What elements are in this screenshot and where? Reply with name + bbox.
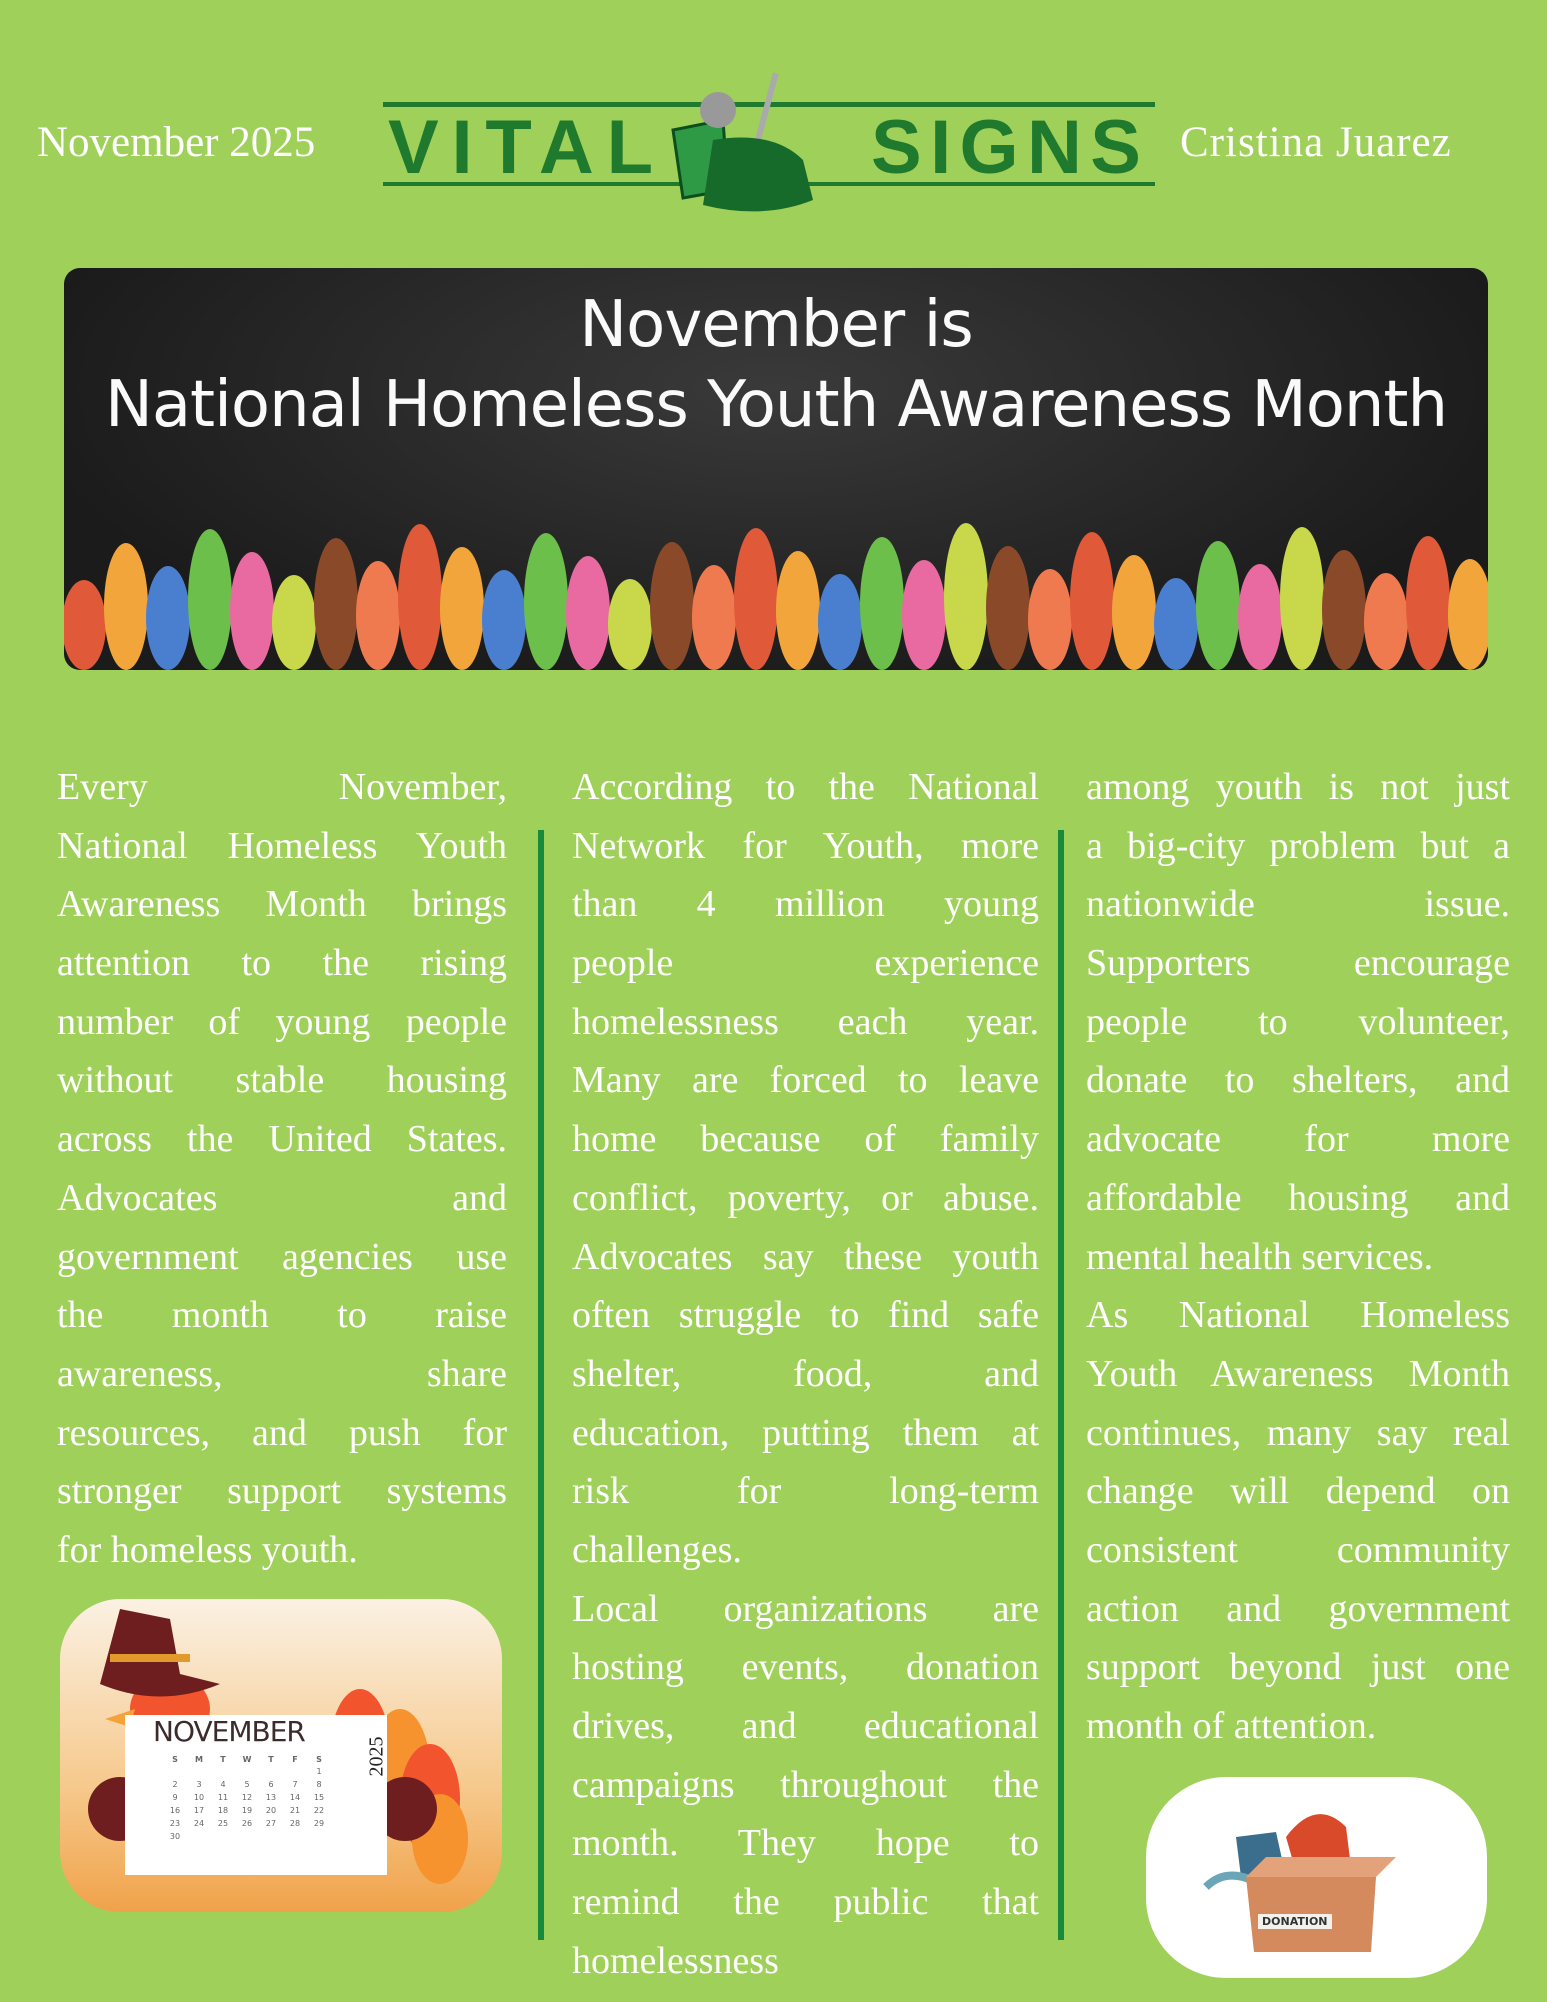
hand-shape xyxy=(440,547,484,670)
hand-shape xyxy=(356,561,400,670)
calendar-day xyxy=(163,1767,187,1777)
hand-shape xyxy=(944,523,988,670)
calendar-day: 30 xyxy=(169,1832,181,1841)
article-text-line: month. They hope to xyxy=(572,1822,1039,1865)
calendar-day: 28 xyxy=(289,1819,301,1828)
article-text-line: According to the National xyxy=(572,766,1039,808)
awareness-banner xyxy=(64,268,1488,670)
hand-shape xyxy=(1154,578,1198,670)
column-divider xyxy=(1058,830,1064,1940)
hand-shape xyxy=(650,542,694,670)
article-text-line: Supporters encourage xyxy=(1086,942,1510,985)
raised-hands-illustration xyxy=(64,470,1488,670)
article-text-line: shelter, food, and xyxy=(572,1352,1039,1395)
article-text-line: month of attention. xyxy=(1086,1705,1377,1747)
calendar-day: 1 xyxy=(316,1767,322,1776)
article-text-line: Advocates say these youth xyxy=(572,1235,1039,1278)
hand-shape xyxy=(1364,573,1408,670)
hand-shape xyxy=(1322,550,1366,670)
hand-shape xyxy=(230,552,274,670)
article-text-line: challenges. xyxy=(572,1528,742,1571)
hand-shape xyxy=(482,570,526,670)
article-text-line: Advocates and xyxy=(57,1176,507,1219)
calendar-day: 5 xyxy=(244,1780,250,1789)
article-text-line: Awareness Month brings xyxy=(57,883,507,926)
calendar-day: 13 xyxy=(265,1793,277,1802)
article-text-line: support beyond just one xyxy=(1086,1646,1510,1689)
article-text-line: Every November, xyxy=(57,766,507,808)
hand-shape xyxy=(608,579,652,670)
calendar-day: 9 xyxy=(172,1793,178,1802)
hand-shape xyxy=(1238,564,1282,670)
banner-line-2: National Homeless Youth Awareness Month xyxy=(104,368,1448,442)
calendar-day: 11 xyxy=(217,1793,229,1802)
calendar-day: 23 xyxy=(169,1819,181,1828)
hand-shape xyxy=(734,528,778,670)
hand-shape xyxy=(1028,569,1072,670)
article-text-line: conflict, poverty, or abuse. xyxy=(572,1176,1039,1219)
hand-shape xyxy=(1070,532,1114,670)
hand-shape xyxy=(902,560,946,670)
article-text-line: nationwide issue. xyxy=(1086,883,1510,926)
november-calendar xyxy=(125,1715,387,1875)
hand-shape xyxy=(818,574,862,670)
calendar-day xyxy=(259,1767,283,1777)
calendar-day: 18 xyxy=(217,1806,229,1815)
calendar-day: 22 xyxy=(313,1806,325,1815)
article-text-line: people experience xyxy=(572,942,1039,985)
article-text-line: the month to raise xyxy=(57,1294,507,1337)
hand-shape xyxy=(692,565,736,670)
hand-shape xyxy=(188,529,232,670)
donation-box-image xyxy=(1146,1777,1487,1978)
article-column-3 xyxy=(1086,758,1510,1756)
calendar-day xyxy=(211,1767,235,1777)
article-text-line: people to volunteer, xyxy=(1086,1000,1510,1043)
article-text-line: advocate for more xyxy=(1086,1118,1510,1161)
calendar-day xyxy=(235,1767,259,1777)
article-text-line: donate to shelters, and xyxy=(1086,1059,1510,1102)
svg-text:VITAL: VITAL xyxy=(388,105,653,190)
article-text-line: than 4 million young xyxy=(572,883,1039,926)
vital-signs-logo xyxy=(383,70,1155,212)
hand-shape xyxy=(566,556,610,670)
article-text-line: often struggle to find safe xyxy=(572,1294,1039,1337)
hand-shape xyxy=(1448,559,1488,670)
article-column-2 xyxy=(572,758,1039,1990)
calendar-day xyxy=(187,1767,211,1777)
article-text-line: hosting events, donation xyxy=(572,1646,1039,1689)
turkey-calendar-image xyxy=(60,1599,502,1912)
article-text-line: campaigns throughout the xyxy=(572,1763,1039,1806)
issue-date: November 2025 xyxy=(37,119,316,166)
article-text-line: a big-city problem but a xyxy=(1086,824,1510,867)
article-text-line: affordable housing and xyxy=(1086,1176,1510,1219)
calendar-weekday: W xyxy=(242,1755,252,1764)
calendar-weekday: M xyxy=(195,1755,203,1764)
hand-shape xyxy=(1406,536,1450,670)
calendar-day: 12 xyxy=(241,1793,253,1802)
article-text-line: Many are forced to leave xyxy=(572,1059,1039,1102)
banner-line-1: November is xyxy=(579,288,973,362)
article-text-line: National Homeless Youth xyxy=(57,824,507,867)
calendar-day: 8 xyxy=(316,1780,322,1789)
hand-shape xyxy=(860,537,904,670)
calendar-day: 7 xyxy=(292,1780,298,1789)
article-text-line: attention to the rising xyxy=(57,942,507,985)
hand-shape xyxy=(272,575,316,670)
hand-shape xyxy=(146,566,190,670)
article-text-line: remind the public that xyxy=(572,1881,1039,1924)
calendar-weekday: T xyxy=(268,1755,274,1764)
article-text-line: number of young people xyxy=(57,1000,507,1043)
calendar-day: 17 xyxy=(193,1806,205,1815)
article-text-line: continues, many say real xyxy=(1086,1411,1510,1454)
calendar-day: 2 xyxy=(172,1780,178,1789)
calendar-weekday: S xyxy=(316,1755,322,1764)
calendar-day: 24 xyxy=(193,1819,205,1828)
article-text-line: action and government xyxy=(1086,1587,1510,1630)
calendar-day: 21 xyxy=(289,1806,301,1815)
calendar-day: 27 xyxy=(265,1819,277,1828)
calendar-day: 29 xyxy=(313,1819,325,1828)
author-name: Cristina Juarez xyxy=(1180,119,1452,166)
article-text-line: Youth Awareness Month xyxy=(1086,1352,1510,1395)
calendar-year: 2025 xyxy=(365,1736,388,1777)
calendar-weekday: S xyxy=(172,1755,178,1764)
article-text-line: risk for long-term xyxy=(572,1470,1039,1513)
calendar-grid xyxy=(163,1755,331,1842)
hand-shape xyxy=(1280,527,1324,670)
calendar-day: 16 xyxy=(169,1806,181,1815)
column-divider xyxy=(538,830,544,1940)
article-text-line: awareness, share xyxy=(57,1352,507,1395)
calendar-day xyxy=(283,1767,307,1777)
article-text-line: home because of family xyxy=(572,1118,1039,1161)
article-text-line: Network for Youth, more xyxy=(572,824,1039,867)
hand-shape xyxy=(398,524,442,670)
calendar-month: NOVEMBER xyxy=(153,1715,305,1748)
donation-label: DONATION xyxy=(1258,1914,1332,1929)
article-text-line: government agencies use xyxy=(57,1235,507,1278)
article-text-line: mental health services. xyxy=(1086,1235,1434,1278)
article-text-line: homelessness xyxy=(572,1939,779,1982)
article-text-line: for homeless youth. xyxy=(57,1528,358,1571)
svg-text:SIGNS: SIGNS xyxy=(871,105,1141,190)
article-text-line: stronger support systems xyxy=(57,1470,507,1513)
calendar-day: 14 xyxy=(289,1793,301,1802)
calendar-day: 10 xyxy=(193,1793,205,1802)
calendar-weekday: T xyxy=(220,1755,226,1764)
article-text-line: across the United States. xyxy=(57,1118,507,1161)
calendar-day: 3 xyxy=(196,1780,202,1789)
article-text-line: without stable housing xyxy=(57,1059,507,1102)
calendar-day: 6 xyxy=(268,1780,274,1789)
article-text-line: As National Homeless xyxy=(1086,1294,1510,1337)
calendar-day: 26 xyxy=(241,1819,253,1828)
article-text-line: Local organizations are xyxy=(572,1587,1039,1630)
calendar-day: 4 xyxy=(220,1780,226,1789)
hand-shape xyxy=(104,543,148,670)
calendar-day: 15 xyxy=(313,1793,325,1802)
calendar-day: 20 xyxy=(265,1806,277,1815)
hand-shape xyxy=(64,580,106,670)
article-text-line: education, putting them at xyxy=(572,1411,1039,1454)
article-text-line: consistent community xyxy=(1086,1528,1510,1571)
article-column-1 xyxy=(57,758,507,1580)
article-text-line: drives, and educational xyxy=(572,1705,1039,1747)
calendar-weekday: F xyxy=(292,1755,298,1764)
article-text-line: resources, and push for xyxy=(57,1411,507,1454)
calendar-day: 19 xyxy=(241,1806,253,1815)
calendar-day: 25 xyxy=(217,1819,229,1828)
article-text-line: homelessness each year. xyxy=(572,1000,1039,1043)
hand-shape xyxy=(1112,555,1156,670)
article-text-line: change will depend on xyxy=(1086,1470,1510,1513)
hand-shape xyxy=(314,538,358,670)
hand-shape xyxy=(524,533,568,670)
article-text-line: among youth is not just xyxy=(1086,766,1510,808)
donation-box-illustration xyxy=(1146,1777,1487,1978)
hand-shape xyxy=(1196,541,1240,670)
hand-shape xyxy=(986,546,1030,670)
hand-shape xyxy=(776,551,820,670)
